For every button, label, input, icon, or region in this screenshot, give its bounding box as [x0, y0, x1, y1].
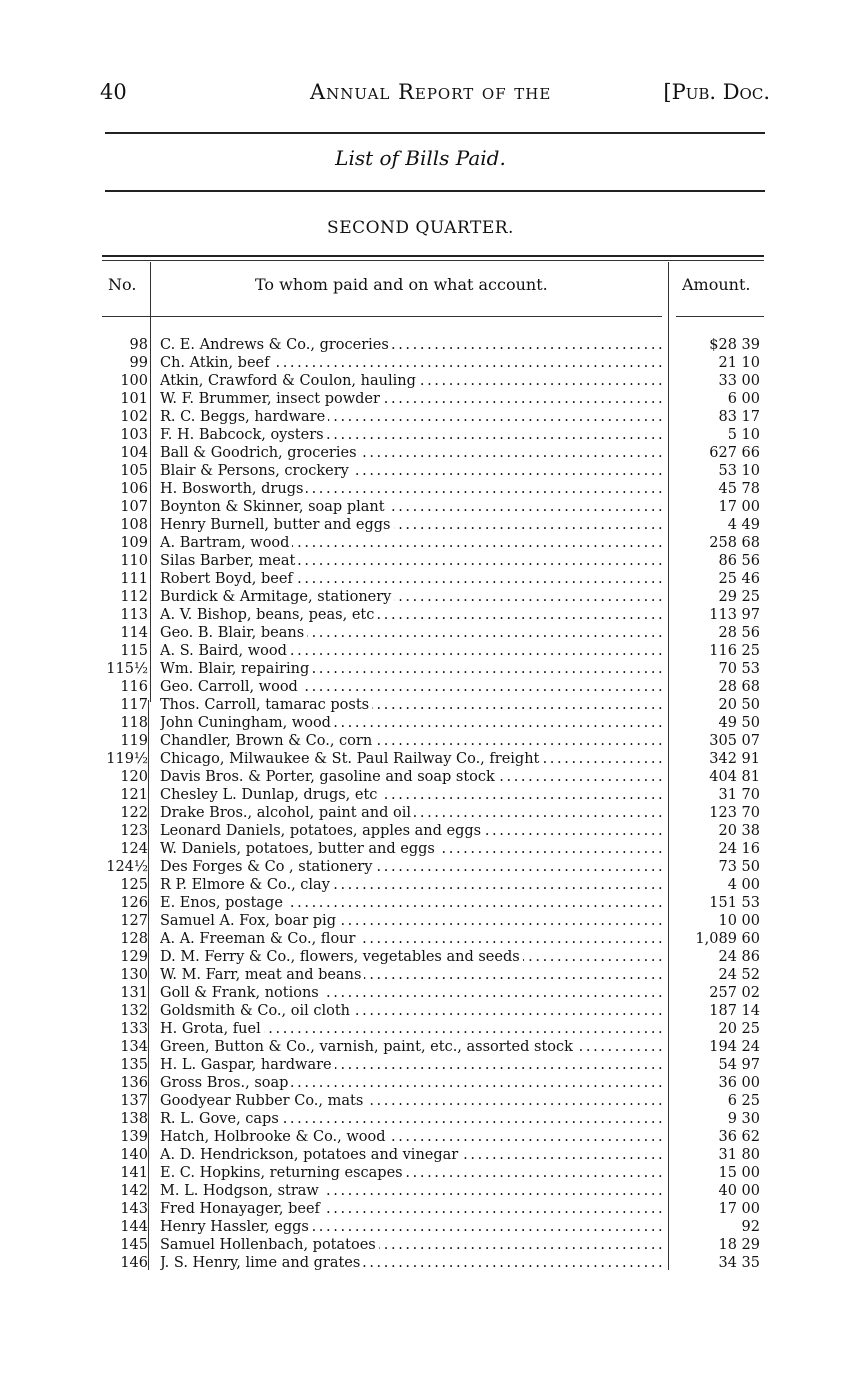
bill-description-text: Hatch, Holbrooke & Co., wood [160, 1128, 389, 1146]
bill-amount: 28 68 [718, 679, 760, 695]
bill-number: 119½ [106, 751, 148, 767]
bill-number: 144 [120, 1219, 148, 1235]
table-row [100, 732, 770, 750]
bill-description [160, 912, 665, 930]
list-title: List of Bills Paid. [335, 146, 506, 170]
table-row [100, 588, 770, 606]
bill-amount: 20 50 [718, 697, 760, 713]
bill-description-text: A. D. Hendrickson, potatoes and vinegar [160, 1146, 461, 1164]
bill-description-text: Goodyear Rubber Co., mats [160, 1092, 366, 1110]
bill-number: 135 [120, 1057, 148, 1073]
table-row [100, 966, 770, 984]
table-row [100, 1146, 770, 1164]
bill-description [160, 822, 665, 840]
bill-description [160, 732, 665, 750]
bill-number: 127 [120, 913, 148, 929]
bill-description [160, 1074, 665, 1092]
bill-amount: 83 17 [718, 409, 760, 425]
bill-amount: 10 00 [718, 913, 760, 929]
bill-number: 111 [120, 571, 148, 587]
bill-description [160, 750, 665, 768]
bill-amount: 24 16 [718, 841, 760, 857]
bill-number: 103 [120, 427, 148, 443]
bill-amount: 123 70 [709, 805, 760, 821]
bill-description [160, 678, 665, 696]
bill-description [160, 372, 665, 390]
bill-number: 116 [120, 679, 148, 695]
bill-number: 125 [120, 877, 148, 893]
bill-description [160, 1020, 665, 1038]
bill-description [160, 840, 665, 858]
table-row [100, 408, 770, 426]
bill-description [160, 1200, 665, 1218]
title-rule [105, 190, 765, 192]
bill-description-text: W. F. Brummer, insect powder [160, 390, 383, 408]
bill-amount: 194 24 [709, 1039, 760, 1055]
header-bottom-rule [102, 316, 662, 317]
table-row [100, 1056, 770, 1074]
table-row [100, 498, 770, 516]
bill-number: 128 [120, 931, 148, 947]
bill-description [160, 390, 665, 408]
bill-description-text: E. Enos, postage [160, 894, 286, 912]
bill-amount: 187 14 [709, 1003, 760, 1019]
bill-description [160, 552, 665, 570]
bill-number: 123 [120, 823, 148, 839]
bill-description-text: Davis Bros. & Porter, gasoline and soap stock [160, 768, 498, 786]
bill-amount: 40 00 [718, 1183, 760, 1199]
bill-description [160, 876, 665, 894]
table-row [100, 786, 770, 804]
bill-description [160, 570, 665, 588]
bill-number: 99 [129, 355, 148, 371]
table-row [100, 1254, 770, 1272]
table-row [100, 1200, 770, 1218]
table-row [100, 948, 770, 966]
table-row [100, 1038, 770, 1056]
bill-description [160, 336, 665, 354]
bill-number: 119 [120, 733, 148, 749]
bill-description-text: Samuel Hollenbach, potatoes [160, 1236, 379, 1254]
bill-amount: 17 00 [718, 1201, 760, 1217]
bill-description-text: H. Bosworth, drugs [160, 480, 306, 498]
table-row [100, 714, 770, 732]
bill-number: 121 [120, 787, 148, 803]
bill-amount: 54 97 [718, 1057, 760, 1073]
bill-amount: 404 81 [709, 769, 760, 785]
bill-description-text: J. S. Henry, lime and grates [160, 1254, 363, 1272]
bill-number: 114 [120, 625, 148, 641]
table-row [100, 1182, 770, 1200]
bill-description-text: A. Bartram, wood [160, 534, 292, 552]
table-row [100, 840, 770, 858]
bill-description-text: Goll & Frank, notions [160, 984, 322, 1002]
bill-number: 145 [120, 1237, 148, 1253]
bill-description [160, 1002, 665, 1020]
table-row [100, 822, 770, 840]
bill-number: 109 [120, 535, 148, 551]
table-row [100, 534, 770, 552]
bill-number: 120 [120, 769, 148, 785]
bill-description [160, 534, 665, 552]
bill-description-text: R. C. Beggs, hardware [160, 408, 328, 426]
table-row [100, 570, 770, 588]
table-top-rule-thin [102, 260, 764, 261]
table-row [100, 696, 770, 714]
bill-amount: 9 30 [727, 1111, 760, 1127]
bill-number: 132 [120, 1003, 148, 1019]
bill-amount: 45 78 [718, 481, 760, 497]
bill-description-text: John Cuningham, wood [160, 714, 334, 732]
bill-amount: 34 35 [718, 1255, 760, 1271]
bill-description-text: R. L. Gove, caps [160, 1110, 282, 1128]
bill-amount: 20 38 [718, 823, 760, 839]
table-row [100, 1020, 770, 1038]
bill-description-text: A. V. Bishop, beans, peas, etc [160, 606, 377, 624]
bill-description [160, 606, 665, 624]
bill-description-text: Ball & Goodrich, groceries [160, 444, 360, 462]
bill-description-text: Henry Hassler, eggs [160, 1218, 312, 1236]
bill-number: 141 [120, 1165, 148, 1181]
bill-description [160, 498, 665, 516]
bill-description-text: Atkin, Crawford & Coulon, hauling [160, 372, 419, 390]
bill-amount: 4 49 [727, 517, 760, 533]
bill-description [160, 714, 665, 732]
bill-description-text: Chesley L. Dunlap, drugs, etc [160, 786, 380, 804]
running-title: Annual Report of the [310, 80, 552, 104]
bill-description-text: F. H. Babcock, oysters [160, 426, 327, 444]
table-row [100, 930, 770, 948]
bill-number: 137 [120, 1093, 148, 1109]
bill-description-text: M. L. Hodgson, straw [160, 1182, 322, 1200]
bill-amount: 31 80 [718, 1147, 760, 1163]
bill-description-text: Henry Burnell, butter and eggs [160, 516, 394, 534]
column-header-description: To whom paid and on what account. [255, 275, 548, 294]
table-row [100, 678, 770, 696]
bill-description [160, 1092, 665, 1110]
bill-number: 131 [120, 985, 148, 1001]
bill-description [160, 408, 665, 426]
bill-description [160, 984, 665, 1002]
table-row [100, 876, 770, 894]
bill-description [160, 516, 665, 534]
bill-number: 136 [120, 1075, 148, 1091]
bill-amount: 342 91 [709, 751, 760, 767]
bill-number: 126 [120, 895, 148, 911]
bill-description [160, 966, 665, 984]
table-row [100, 1002, 770, 1020]
bill-description [160, 768, 665, 786]
bill-description-text: Chicago, Milwaukee & St. Paul Railway Co., freight [160, 750, 542, 768]
bill-number: 124 [120, 841, 148, 857]
bill-amount: 4 00 [727, 877, 760, 893]
header-bottom-rule-amount [676, 316, 764, 317]
bill-amount: 6 25 [727, 1093, 760, 1109]
bill-number: 100 [120, 373, 148, 389]
bill-description-text: D. M. Ferry & Co., flowers, vegetables and seeds [160, 948, 523, 966]
bill-amount: 53 10 [718, 463, 760, 479]
bill-amount: 116 25 [709, 643, 760, 659]
table-row [100, 912, 770, 930]
bill-description [160, 462, 665, 480]
bill-description-text: A. A. Freeman & Co., flour [160, 930, 358, 948]
bill-description [160, 1236, 665, 1254]
bill-description [160, 786, 665, 804]
bill-description [160, 1146, 665, 1164]
bill-number: 115 [120, 643, 148, 659]
bill-amount: 73 50 [718, 859, 760, 875]
bill-description [160, 354, 665, 372]
bill-description-text: Green, Button & Co., varnish, paint, etc., assorted stock [160, 1038, 576, 1056]
table-row [100, 354, 770, 372]
bill-description [160, 804, 665, 822]
bill-number: 105 [120, 463, 148, 479]
bill-description [160, 660, 665, 678]
bill-description-text: Chandler, Brown & Co., corn [160, 732, 375, 750]
bill-amount: 92 [741, 1219, 760, 1235]
bill-amount: 258 68 [709, 535, 760, 551]
table-row [100, 1092, 770, 1110]
bill-amount: 36 00 [718, 1075, 760, 1091]
bill-description [160, 642, 665, 660]
bill-description-text: H. Grota, fuel [160, 1020, 264, 1038]
table-top-rule [102, 255, 764, 257]
bill-amount: 305 07 [709, 733, 760, 749]
bill-description [160, 696, 665, 714]
bill-description-text: Des Forges & Co , stationery [160, 858, 375, 876]
bill-description-text: Geo. B. Blair, beans [160, 624, 307, 642]
bill-description-text: R P. Elmore & Co., clay [160, 876, 333, 894]
bill-description-text: Fred Honayager, beef [160, 1200, 323, 1218]
bill-number: 117 [120, 697, 148, 713]
bill-description [160, 588, 665, 606]
bill-amount: 6 00 [727, 391, 760, 407]
page-number: 40 [100, 80, 127, 104]
column-header-amount: Amount. [682, 275, 751, 294]
bill-amount: 17 00 [718, 499, 760, 515]
bill-number: 118 [120, 715, 148, 731]
table-row [100, 858, 770, 876]
table-row [100, 750, 770, 768]
bill-number: 134 [120, 1039, 148, 1055]
bill-amount: 113 97 [709, 607, 760, 623]
page-header [100, 80, 770, 110]
bill-number: 113 [120, 607, 148, 623]
bill-amount: 1,089 60 [695, 931, 760, 947]
bill-number: 142 [120, 1183, 148, 1199]
table-row [100, 444, 770, 462]
table-row [100, 660, 770, 678]
bill-number: 140 [120, 1147, 148, 1163]
table-row [100, 894, 770, 912]
bill-description [160, 480, 665, 498]
bill-amount: 86 56 [718, 553, 760, 569]
bill-amount: 49 50 [718, 715, 760, 731]
bill-description-text: Drake Bros., alcohol, paint and oil [160, 804, 414, 822]
bill-description-text: Samuel A. Fox, boar pig [160, 912, 339, 930]
table-row [100, 1236, 770, 1254]
bill-amount: 33 00 [718, 373, 760, 389]
bill-number: 101 [120, 391, 148, 407]
bill-description-text: H. L. Gaspar, hardware [160, 1056, 335, 1074]
bill-description [160, 948, 665, 966]
bill-description-text: Thos. Carroll, tamarac posts [160, 696, 372, 714]
table-row [100, 1164, 770, 1182]
bill-description-text: C. E. Andrews & Co., groceries [160, 336, 392, 354]
bill-description [160, 1128, 665, 1146]
bill-number: 107 [120, 499, 148, 515]
bill-description [160, 1164, 665, 1182]
bill-number: 133 [120, 1021, 148, 1037]
bill-number: 124½ [106, 859, 148, 875]
bill-description [160, 1110, 665, 1128]
bill-description-text: Ch. Atkin, beef [160, 354, 273, 372]
table-row [100, 516, 770, 534]
table-row [100, 1110, 770, 1128]
bill-amount: 70 53 [718, 661, 760, 677]
bill-amount: 24 86 [718, 949, 760, 965]
bill-amount: 5 10 [727, 427, 760, 443]
bill-number: 129 [120, 949, 148, 965]
column-header-no: No. [108, 275, 137, 294]
table-row [100, 606, 770, 624]
bill-description [160, 624, 665, 642]
bill-amount: 29 25 [718, 589, 760, 605]
table-row [100, 426, 770, 444]
table-row [100, 642, 770, 660]
bill-amount: 28 56 [718, 625, 760, 641]
table-row [100, 1218, 770, 1236]
table-row [100, 624, 770, 642]
table-row [100, 552, 770, 570]
bill-description-text: Goldsmith & Co., oil cloth [160, 1002, 353, 1020]
table-row [100, 462, 770, 480]
bill-amount: 257 02 [709, 985, 760, 1001]
bill-amount: 151 53 [709, 895, 760, 911]
quarter-heading: SECOND QUARTER. [327, 218, 514, 238]
bill-number: 122 [120, 805, 148, 821]
table-row [100, 1128, 770, 1146]
bill-amount: 15 00 [718, 1165, 760, 1181]
bill-description-text: W. M. Farr, meat and beans [160, 966, 364, 984]
table-row [100, 804, 770, 822]
bill-number: 139 [120, 1129, 148, 1145]
bill-description-text: Boynton & Skinner, soap plant [160, 498, 388, 516]
bill-amount: 24 52 [718, 967, 760, 983]
bill-description [160, 894, 665, 912]
bills-table [100, 336, 770, 1272]
bill-description [160, 930, 665, 948]
bill-description-text: A. S. Baird, wood [160, 642, 290, 660]
bill-description [160, 1254, 665, 1272]
bill-description-text: Geo. Carroll, wood [160, 678, 301, 696]
bill-amount: $28 39 [709, 337, 760, 353]
bill-description-text: Wm. Blair, repairing [160, 660, 312, 678]
bill-description [160, 444, 665, 462]
bill-number: 102 [120, 409, 148, 425]
bill-amount: 627 66 [709, 445, 760, 461]
bill-amount: 20 25 [718, 1021, 760, 1037]
bill-description-text: Burdick & Armitage, stationery [160, 588, 394, 606]
bill-description-text: Blair & Persons, crockery [160, 462, 352, 480]
bill-description-text: Robert Boyd, beef [160, 570, 296, 588]
bill-description [160, 858, 665, 876]
bill-description [160, 426, 665, 444]
bill-number: 98 [129, 337, 148, 353]
bill-description-text: Silas Barber, meat [160, 552, 298, 570]
bill-description-text: Gross Bros., soap [160, 1074, 291, 1092]
bill-number: 108 [120, 517, 148, 533]
bill-number: 110 [120, 553, 148, 569]
bill-number: 115½ [106, 661, 148, 677]
bill-amount: 36 62 [718, 1129, 760, 1145]
bill-description-text: Leonard Daniels, potatoes, apples and eggs [160, 822, 484, 840]
table-row [100, 768, 770, 786]
bill-amount: 31 70 [718, 787, 760, 803]
table-row [100, 480, 770, 498]
bill-number: 106 [120, 481, 148, 497]
bill-number: 138 [120, 1111, 148, 1127]
bill-description-text: E. C. Hopkins, returning escapes [160, 1164, 406, 1182]
bill-description [160, 1218, 665, 1236]
bill-description [160, 1056, 665, 1074]
bill-amount: 18 29 [718, 1237, 760, 1253]
bill-description [160, 1038, 665, 1056]
bill-number: 146 [120, 1255, 148, 1271]
bill-number: 112 [120, 589, 148, 605]
table-row [100, 372, 770, 390]
bill-amount: 25 46 [718, 571, 760, 587]
bill-description-text: W. Daniels, potatoes, butter and eggs [160, 840, 438, 858]
table-row [100, 336, 770, 354]
bill-description [160, 1182, 665, 1200]
table-row [100, 390, 770, 408]
bill-number: 104 [120, 445, 148, 461]
bill-amount: 21 10 [718, 355, 760, 371]
header-rule [105, 132, 765, 134]
table-row [100, 1074, 770, 1092]
document-label: [Pub. Doc. [663, 80, 770, 104]
bill-number: 130 [120, 967, 148, 983]
table-row [100, 984, 770, 1002]
bill-number: 143 [120, 1201, 148, 1217]
